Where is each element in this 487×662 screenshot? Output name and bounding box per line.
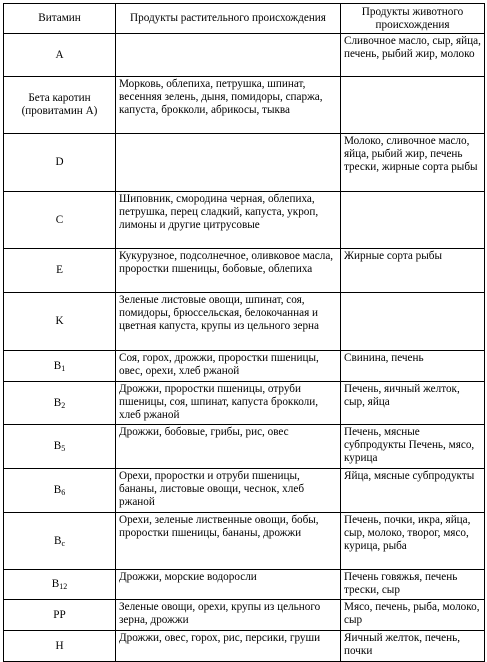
animal-products-cell: Молоко, сливочное масло, яйца, рыбий жир, печень трески, жирные сорта рыбы — [341, 134, 485, 192]
plant-products-cell: Орехи, зеленые лиственные овощи, бобы, проростки пшеницы, бананы, дрожжи — [116, 513, 341, 570]
vitamin-subscript: 12 — [59, 582, 68, 591]
table-row — [4, 192, 485, 249]
vitamin-label: PP — [53, 608, 66, 621]
table-row — [4, 631, 485, 662]
plant-products-cell: Дрожжи, морские водоросли — [116, 570, 341, 600]
header-animal-products: Продукты животного происхождения — [341, 4, 485, 34]
plant-products-cell: Шиповник, смородина черная, облепиха, петрушка, перец сладкий, капуста, укроп, лимоны и другие цитрусовые — [116, 192, 341, 249]
vitamin-name — [4, 134, 116, 192]
table-row — [4, 513, 485, 570]
vitamin-label: H — [55, 639, 64, 652]
vitamin-name — [4, 77, 116, 134]
plant-products-cell: Морковь, облепиха, петрушка, шпинат, весенняя зелень, дыня, помидоры, спаржа, капуста, брокколи, абрикосы, тыква — [116, 77, 341, 134]
vitamin-label: B — [53, 484, 62, 496]
plant-products-cell: Дрожжи, проростки пшеницы, отруби пшеницы, соя, шпинат, капуста брокколи, хлеб ржаной — [116, 382, 341, 425]
vitamin-label: B — [51, 578, 60, 590]
vitamin-label: C — [55, 213, 64, 226]
vitamin-name — [4, 293, 116, 351]
plant-products-cell: Зеленые овощи, орехи, крупы из цельного зерна, дрожжи — [116, 600, 341, 631]
table-row — [4, 425, 485, 469]
animal-products-cell: Яичный желток, печень, почки — [341, 631, 485, 662]
table-row — [4, 34, 485, 77]
vitamin-name — [4, 469, 116, 513]
plant-products-cell: Соя, горох, дрожжи, проростки пшеницы, овес, орехи, хлеб ржаной — [116, 351, 341, 382]
vitamin-subscript: 2 — [61, 400, 66, 410]
animal-products-cell — [341, 192, 485, 249]
vitamin-label: B — [53, 396, 62, 409]
vitamin-label: E — [56, 264, 63, 276]
vitamin-name — [4, 351, 116, 382]
animal-products-cell: Мясо, печень, рыба, молоко, сыр — [341, 600, 485, 631]
vitamin-subscript: 1 — [61, 363, 66, 373]
plant-products-cell — [116, 134, 341, 192]
vitamin-label: D — [55, 156, 64, 168]
table-row — [4, 77, 485, 134]
plant-products-cell: Дрожжи, бобовые, грибы, рис, овес — [116, 425, 341, 469]
plant-products-cell: Орехи, проростки и отруби пшеницы, бананы, листовые овощи, чеснок, хлеб ржаной — [116, 469, 341, 513]
table-row — [4, 469, 485, 513]
animal-products-cell: Яйца, мясные субпродукты — [341, 469, 485, 513]
animal-products-cell: Печень, мясные субпродукты Печень, мясо, курица — [341, 425, 485, 469]
table-body — [4, 34, 485, 662]
vitamin-label: B — [53, 440, 62, 452]
vitamin-name — [4, 600, 116, 631]
vitamin-name — [4, 570, 116, 600]
table-row — [4, 249, 485, 293]
animal-products-cell: Сливочное масло, сыр, яйца, печень, рыбий жир, молоко — [341, 34, 485, 77]
vitamin-name — [4, 382, 116, 425]
plant-products-cell — [116, 34, 341, 77]
vitamin-name — [4, 425, 116, 469]
plant-products-cell: Кукурузное, подсолнечное, оливковое масла, проростки пшеницы, бобовые, облепиха — [116, 249, 341, 293]
plant-products-cell: Зеленые листовые овощи, шпинат, соя, помидоры, брюссельская, белокочанная и цветная капуста, крупы из цельного зерна — [116, 293, 341, 351]
vitamin-name — [4, 249, 116, 293]
header-row — [4, 4, 485, 34]
plant-products-cell: Дрожжи, овес, горох, рис, персики, груши — [116, 631, 341, 662]
vitamin-name — [4, 513, 116, 570]
vitamin-label: B — [53, 359, 62, 372]
table-row — [4, 600, 485, 631]
animal-products-cell: Печень говяжья, печень трески, сыр — [341, 570, 485, 600]
vitamin-label: A — [55, 48, 64, 61]
header-vitamin: Витамин — [4, 4, 116, 34]
vitamin-subscript: 5 — [61, 444, 66, 453]
table-row — [4, 570, 485, 600]
animal-products-cell: Жирные сорта рыбы — [341, 249, 485, 293]
vitamin-name — [4, 631, 116, 662]
vitamin-label: B — [53, 534, 62, 547]
vitamin-name — [4, 192, 116, 249]
animal-products-cell: Свинина, печень — [341, 351, 485, 382]
animal-products-cell — [341, 77, 485, 134]
table-row — [4, 351, 485, 382]
header-plant-products: Продукты растительного происхождения — [116, 4, 341, 34]
vitamin-sources-table — [3, 3, 485, 662]
animal-products-cell: Печень, почки, икра, яйца, сыр, молоко, творог, мясо, курица, рыба — [341, 513, 485, 570]
table-row — [4, 134, 485, 192]
vitamin-subscript: c — [61, 538, 66, 548]
animal-products-cell — [341, 293, 485, 351]
table-row — [4, 382, 485, 425]
vitamin-subscript: 6 — [61, 488, 66, 497]
vitamin-label: K — [55, 315, 64, 327]
vitamin-name — [4, 34, 116, 77]
table-row — [4, 293, 485, 351]
animal-products-cell: Печень, яичный желток, сыр, яйца — [341, 382, 485, 425]
vitamin-label: Бета каротин (провитамин А) — [21, 92, 98, 117]
